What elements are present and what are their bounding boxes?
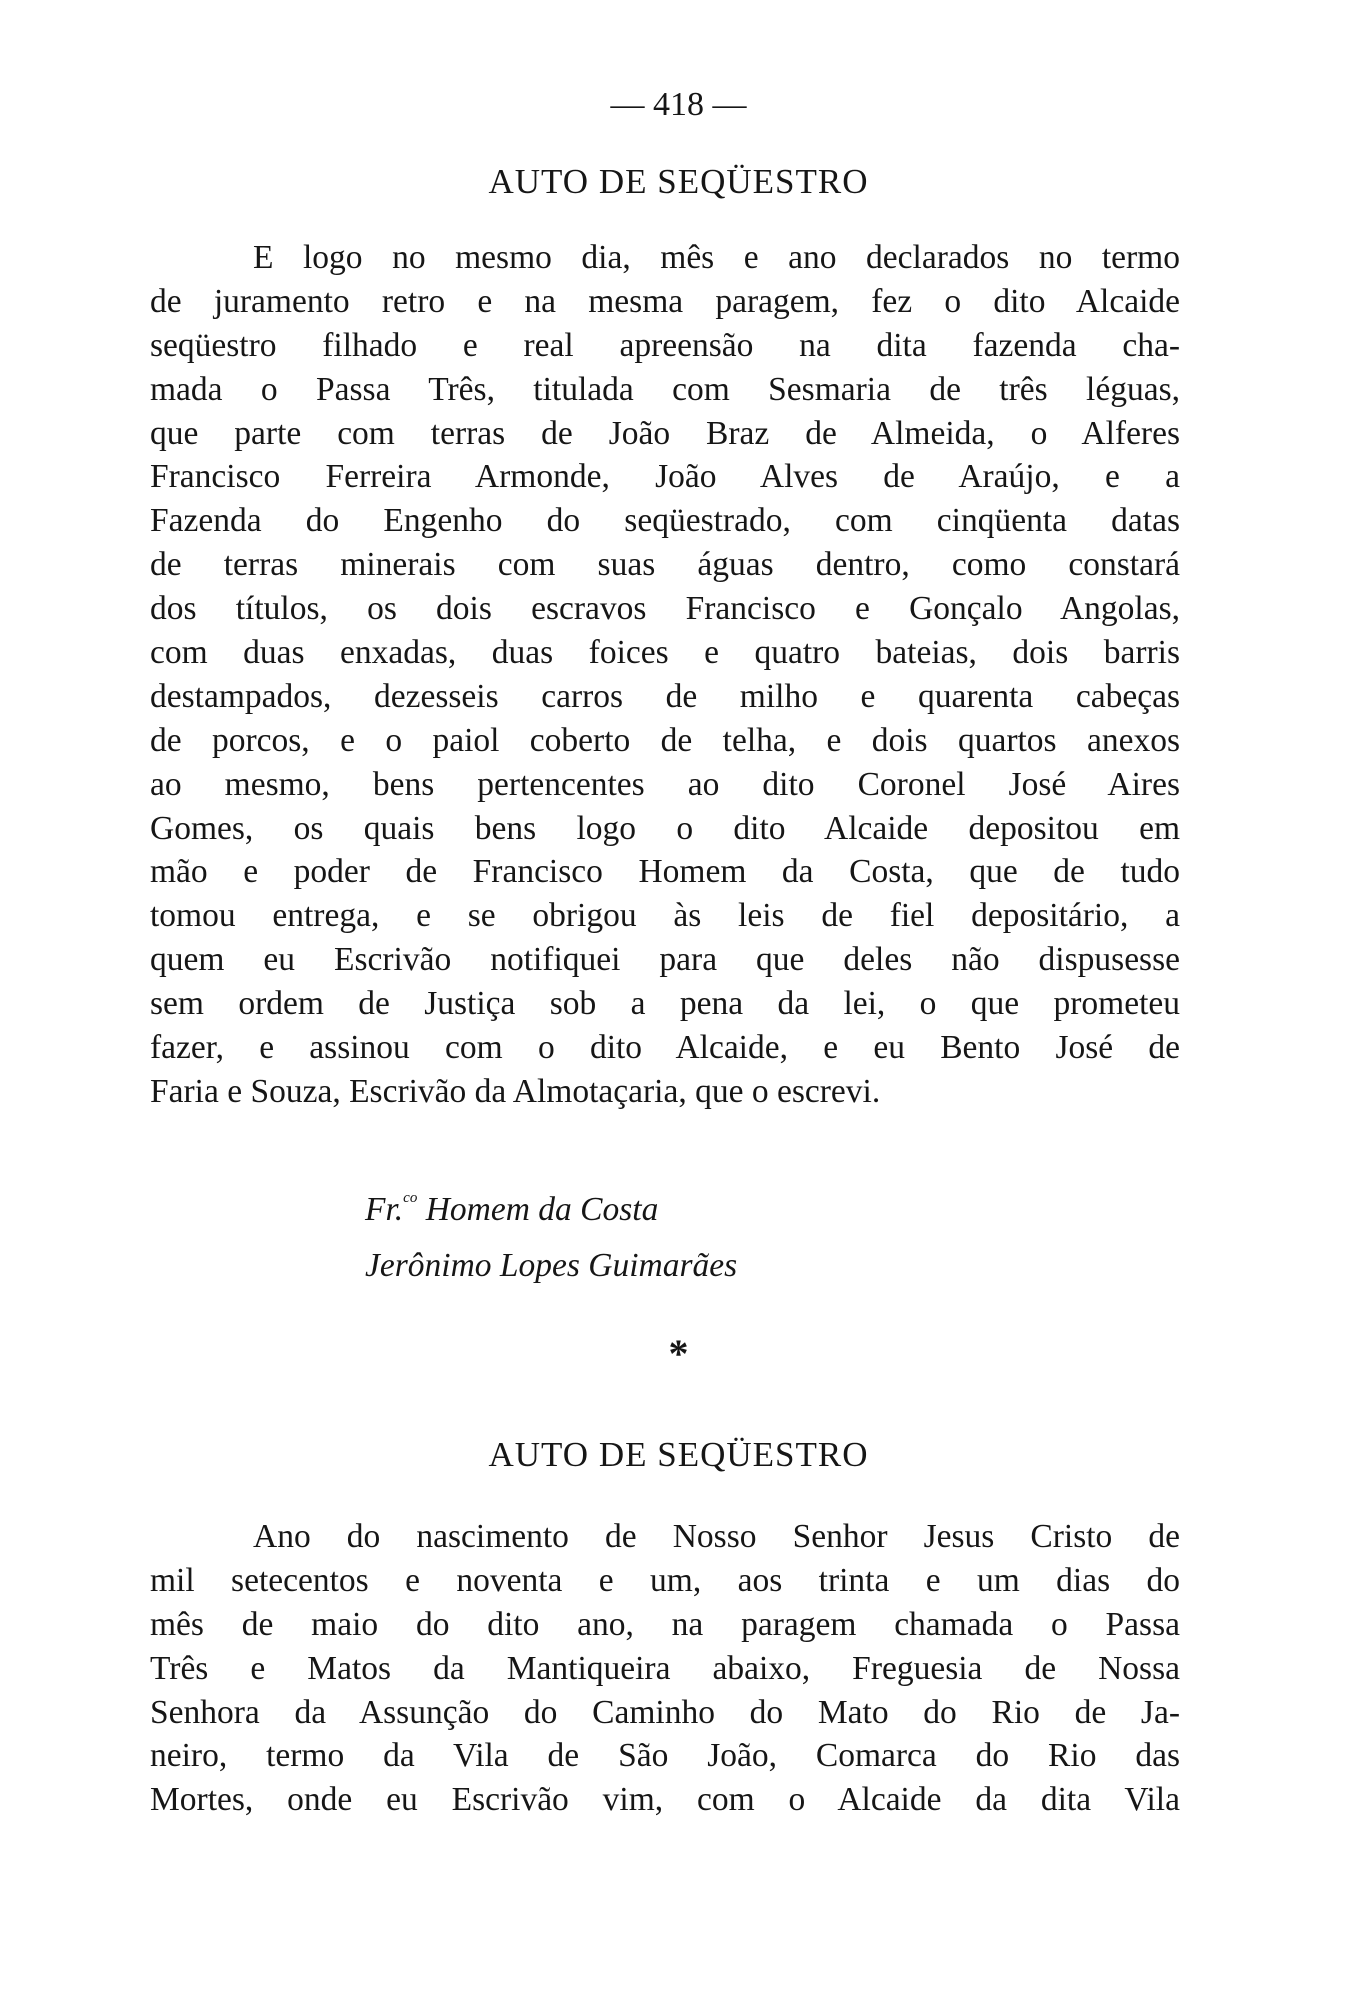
text-line: Gomes, os quais bens logo o dito Alcaide depositou em [150, 809, 1180, 847]
text-line: Senhora da Assunção do Caminho do Mato do Rio de Ja- [150, 1693, 1180, 1731]
section-1-body [150, 236, 1180, 1114]
text-line: destampados, dezesseis carros de milho e quarenta cabeças [150, 677, 1180, 715]
text-line: Faria e Souza, Escrivão da Almotaçaria, que o escrevi. [150, 1072, 881, 1110]
text-line: sem ordem de Justiça sob a pena da lei, o que prometeu [150, 985, 1180, 1023]
text-line: com duas enxadas, duas foices e quatro bateias, dois barris [150, 634, 1180, 672]
text-line: Ano do nascimento de Nosso Senhor Jesus Cristo de [253, 1518, 1180, 1555]
text-line: que parte com terras de João Braz de Almeida, o Alferes [150, 414, 1180, 452]
signature-jeronimo-lopes-guimaraes: Jerônimo Lopes Guimarães [365, 1247, 738, 1284]
text-line: mil setecentos e noventa e um, aos trinta e um dias do [150, 1561, 1180, 1599]
text-line: de terras minerais com suas águas dentro, como constará [150, 546, 1180, 584]
text-line: Três e Matos da Mantiqueira abaixo, Freguesia de Nossa [150, 1649, 1180, 1687]
text-line: Mortes, onde eu Escrivão vim, com o Alcaide da dita Vila [150, 1781, 1180, 1819]
text-line: mada o Passa Três, titulada com Sesmaria de três léguas, [150, 370, 1180, 408]
text-line: E logo no mesmo dia, mês e ano declarados no termo [253, 239, 1180, 276]
text-line: tomou entrega, e se obrigou às leis de fiel depositário, a [150, 897, 1180, 935]
text-line: de juramento retro e na mesma paragem, fez o dito Alcaide [150, 282, 1180, 320]
section-separator: * [668, 1331, 689, 1376]
text-line: de porcos, e o paiol coberto de telha, e dois quartos anexos [150, 721, 1180, 759]
signature-superscript: co [403, 1190, 418, 1206]
text-line: dos títulos, os dois escravos Francisco e Gonçalo Angolas, [150, 590, 1180, 628]
signature-name: Homem da Costa [417, 1191, 659, 1228]
text-line: Francisco Ferreira Armonde, João Alves de Araújo, e a [150, 458, 1180, 496]
signature-block [365, 1170, 737, 1294]
text-line: neiro, termo da Vila de São João, Comarca do Rio das [150, 1737, 1180, 1775]
text-line: fazer, e assinou com o dito Alcaide, e eu Bento José de [150, 1029, 1180, 1067]
text-line: Fazenda do Engenho do seqüestrado, com cinqüenta datas [150, 502, 1180, 540]
page-number: — 418 — [610, 86, 747, 123]
signature-abbrev: Fr. [365, 1191, 404, 1228]
text-line: mão e poder de Francisco Homem da Costa, que de tudo [150, 853, 1180, 891]
signature-francisco-homem-da-costa [365, 1170, 737, 1238]
text-line: mês de maio do dito ano, na paragem chamada o Passa [150, 1605, 1180, 1643]
text-line: seqüestro filhado e real apreensão na dita fazenda cha- [150, 326, 1180, 364]
section-1-title: AUTO DE SEQÜESTRO [488, 162, 869, 201]
section-2-title: AUTO DE SEQÜESTRO [488, 1435, 869, 1474]
section-2-body [150, 1515, 1180, 1822]
text-line: quem eu Escrivão notifiquei para que deles não dispusesse [150, 941, 1180, 979]
text-line: ao mesmo, bens pertencentes ao dito Coronel José Aires [150, 765, 1180, 803]
